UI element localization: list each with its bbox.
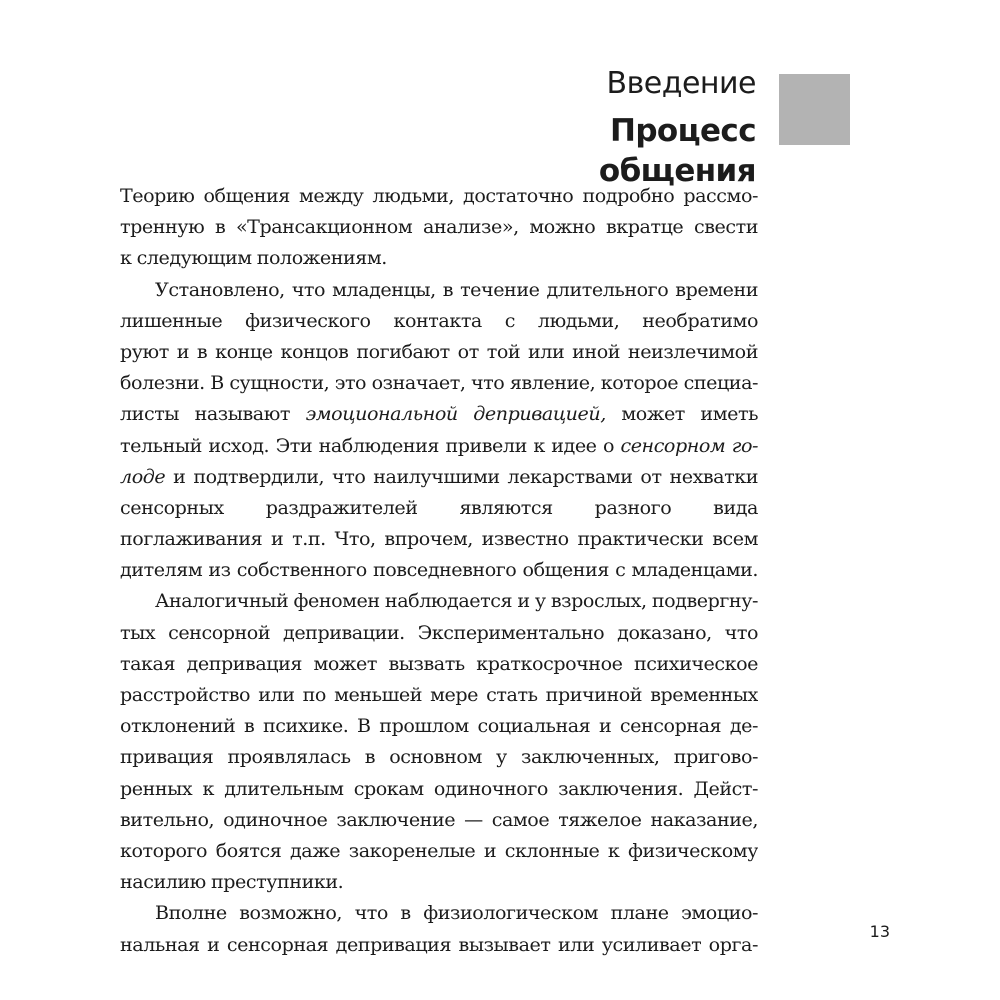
text-line: ренных к длительным срокам одиночного заключения. Дейст- <box>120 776 758 800</box>
text-line: лишенные физического контакта с людьми, необратимо <box>120 308 758 332</box>
text-line: расстройство или по меньшей мере стать причиной временных <box>120 683 758 706</box>
text-line: которого боятся даже закоренелые и склонные к физическому <box>120 838 758 862</box>
page-number: 13 <box>869 922 890 941</box>
text-line: болезни. В сущности, это означает, что явление, которое специа- <box>120 371 758 395</box>
text-fragment: тельный исход. Эти наблюдения привели к идее о <box>120 433 615 457</box>
decorative-gray-block <box>779 74 850 145</box>
text-line <box>120 398 758 429</box>
text-line: Аналогичный феномен наблюдается и у взрослых, подвергну- <box>155 589 758 613</box>
text-line: вительно, одиночное заключение — самое тяжелое наказание, <box>120 807 758 831</box>
text-line: Вполне возможно, что в физиологическом плане эмоцио- <box>155 901 758 925</box>
text-line: сенсорных раздражителей являются разного вида <box>120 495 758 519</box>
text-line: такая депривация может вызвать краткосрочное психическое <box>120 651 758 675</box>
text-line <box>120 461 758 492</box>
text-line: нальная и сенсорная депривация вызывает или усиливает орга- <box>120 932 758 956</box>
text-line: тых сенсорной депривации. Экспериментально доказано, что <box>120 620 758 644</box>
text-fragment: листы называют <box>120 402 291 426</box>
text-line: отклонений в психике. В прошлом социальная и сенсорная де- <box>120 714 758 738</box>
text-line: дителям из собственного повседневного общения с младенцами. <box>120 558 758 582</box>
italic-term: эмоциональной депривацией, <box>305 402 606 426</box>
text-line: насилию преступники. <box>120 870 344 894</box>
text-line <box>120 430 758 461</box>
text-line: к следующим положениям. <box>120 246 387 270</box>
text-line: тренную в «Трансакционном анализе», можно вкратце свести <box>120 215 758 239</box>
text-line: руют и в конце концов погибают от той или иной неизлечимой <box>120 339 758 363</box>
text-line: Установлено, что младенцы, в течение длительного времени <box>155 277 758 301</box>
body-text <box>120 180 758 960</box>
section-label: Введение <box>606 66 756 101</box>
italic-term: сенсорном го- <box>620 433 758 457</box>
text-line: привация проявлялась в основном у заключенных, пригово- <box>120 745 758 769</box>
chapter-title: Процесс общения <box>598 113 756 189</box>
italic-term: лоде <box>120 464 166 488</box>
text-line: поглаживания и т.п. Что, впрочем, известно практически всем <box>120 527 758 551</box>
text-fragment: и подтвердили, что наилучшими лекарствами от нехватки <box>173 464 758 488</box>
text-line: Теорию общения между людьми, достаточно подробно рассмо- <box>120 184 758 207</box>
chapter-heading <box>470 64 756 191</box>
text-fragment: может иметь <box>621 402 758 426</box>
